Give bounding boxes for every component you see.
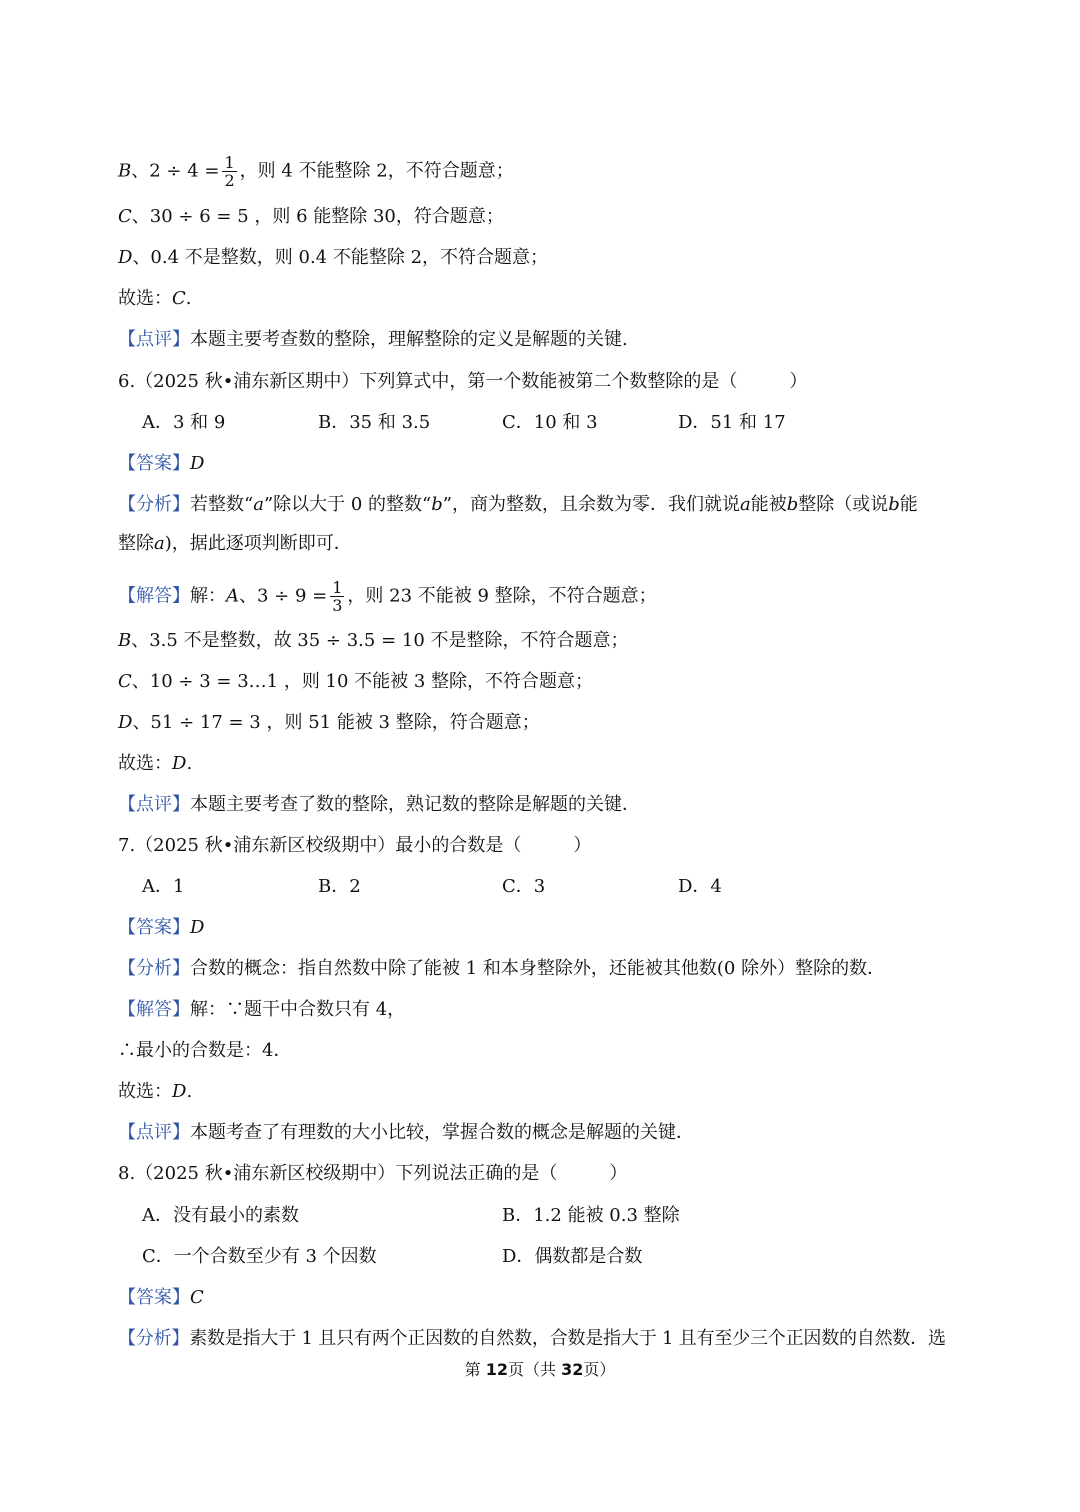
question-7-choice: 故选：D. [118, 1081, 193, 1102]
question-7-option-b: B．2 [318, 876, 361, 897]
question-6-option-d: D．51 和 17 [678, 412, 786, 433]
page-footer: 第 12页（共 32页） [464, 1360, 616, 1379]
question-7-comment: 【点评】本题考查了有理数的大小比较，掌握合数的概念是解题的关键． [118, 1122, 694, 1143]
question-8-option-a: A．没有最小的素数 [142, 1205, 299, 1226]
question-8-option-c: C．一个合数至少有 3 个因数 [142, 1246, 377, 1267]
question-6-option-a: A．3 和 9 [142, 412, 226, 433]
question-6-solution-d: D、51 ÷ 17 = 3 ，则 51 能被 3 整除，符合题意； [118, 712, 540, 733]
question-8-option-d: D．偶数都是合数 [502, 1246, 643, 1267]
question-6-answer: 【答案】D [118, 453, 205, 474]
question-6-analysis-line2: 整除a)，据此逐项判断即可． [118, 533, 352, 554]
question-6-analysis-line1: 【分析】若整数“a”除以大于 0 的整数“b”，商为整数，且余数为零．我们就说a能被b整除（或说b能 [118, 494, 918, 515]
question-6-stem: 6.（2025 秋•浦东新区期中）下列算式中，第一个数能被第二个数整除的是（ ） [118, 371, 808, 392]
question-8-stem: 8.（2025 秋•浦东新区校级期中）下列说法正确的是（ ） [118, 1163, 628, 1184]
comment-line: 【点评】本题主要考查数的整除，理解整除的定义是解题的关键. [118, 329, 628, 350]
page-total: 32 [561, 1360, 584, 1379]
question-7-analysis: 【分析】合数的概念：指自然数中除了能被 1 和本身整除外，还能被其他数(0 除外）整除的数． [118, 958, 886, 979]
question-8-option-b: B．1.2 能被 0.3 整除 [502, 1205, 680, 1226]
question-7-stem: 7.（2025 秋•浦东新区校级期中）最小的合数是（ ） [118, 835, 592, 856]
question-7-option-d: D．4 [678, 876, 722, 897]
question-6-option-b: B．35 和 3.5 [318, 412, 431, 433]
question-7-option-a: A．1 [142, 876, 185, 897]
question-7-solution: 【解答】解：∵题干中合数只有 4， [118, 999, 406, 1020]
question-6-solution-c: C、10 ÷ 3 = 3…1 ，则 10 不能被 3 整除，不符合题意； [118, 671, 594, 692]
fraction: $\frac{1}{3}$ [332, 578, 343, 615]
fraction: $\frac{1}{2}$ [224, 153, 235, 190]
question-8-answer: 【答案】C [118, 1287, 204, 1308]
question-6-choice: 故选：D. [118, 753, 193, 774]
choice-line: 故选：C. [118, 288, 192, 309]
question-7-answer: 【答案】D [118, 917, 205, 938]
solution-line-b: B、2 ÷ 4 = $\frac{1}{2}$ ，则 4 不能整除 2，不符合题意； [118, 153, 514, 190]
question-6-solution-b: B、3.5 不是整数，故 35 ÷ 3.5 = 10 不是整除，不符合题意； [118, 630, 629, 651]
solution-line-c: C、30 ÷ 6 = 5 ，则 6 能整除 30，符合题意； [118, 206, 504, 227]
question-7-option-c: C．3 [502, 876, 546, 897]
page-number: 12 [485, 1360, 508, 1379]
solution-line-d: D、0.4 不是整数，则 0.4 不能整除 2，不符合题意； [118, 247, 549, 268]
question-6-solution-a: 【解答】解：A、3 ÷ 9 = $\frac{1}{3}$ ，则 23 不能被 9 整除，不符合题意； [118, 578, 657, 615]
question-7-solution-2: ∴最小的合数是：4． [118, 1040, 292, 1061]
question-6-option-c: C．10 和 3 [502, 412, 598, 433]
question-8-analysis: 【分析】素数是指大于 1 且只有两个正因数的自然数，合数是指大于 1 且有至少三个正因数的自然数．选 [118, 1328, 946, 1349]
question-6-comment: 【点评】本题主要考查了数的整除，熟记数的整除是解题的关键． [118, 794, 640, 815]
